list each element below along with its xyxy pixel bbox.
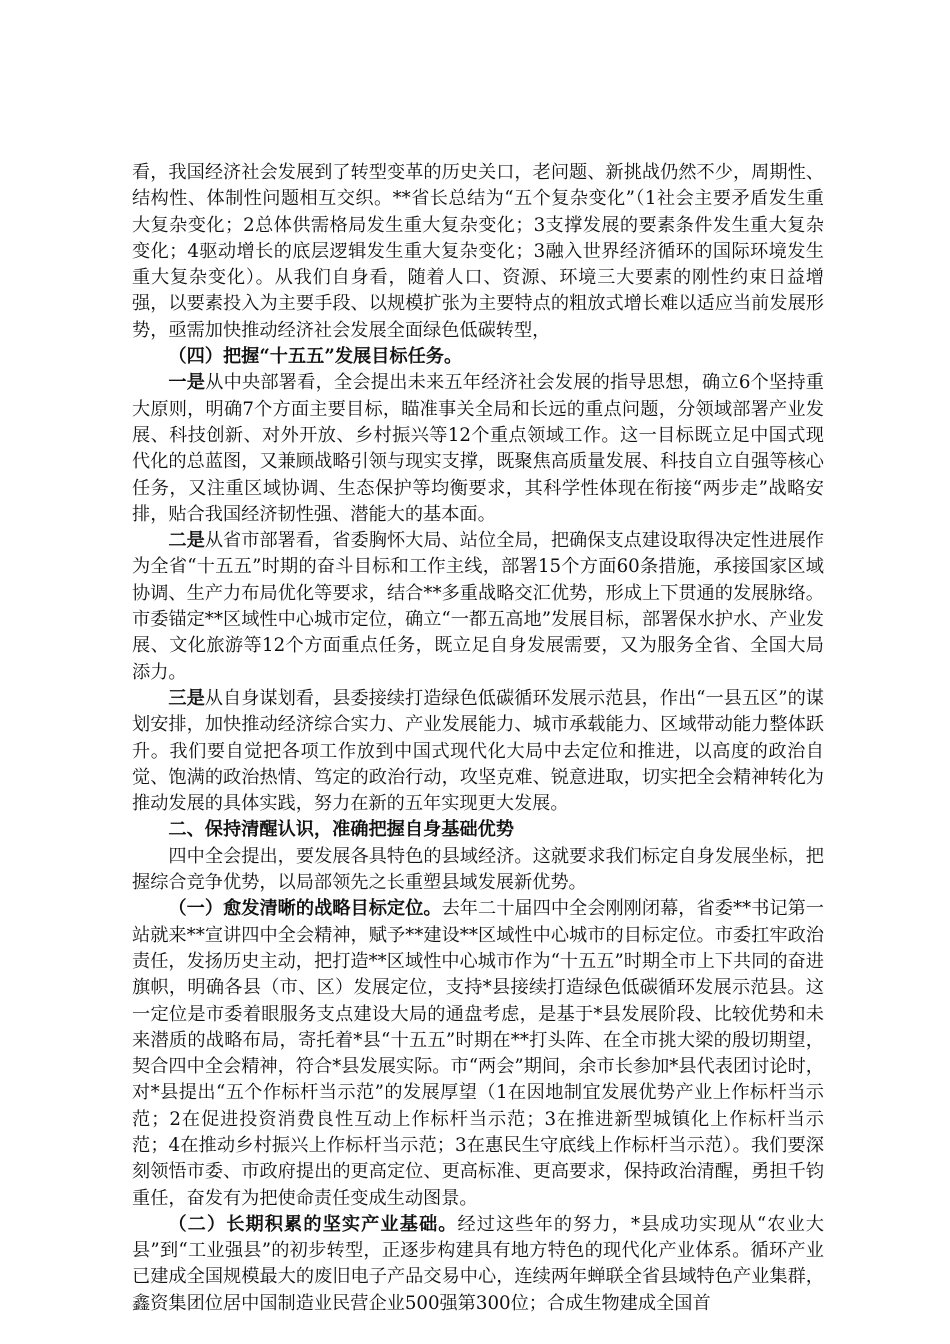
paragraph-text: 从自身谋划看，县委接续打造绿色低碳循环发展示范县，作出“一县五区”的谋划安排，加快推动经济综合实力、产业发展能力、城市承载能力、区域带动能力整体跃升。我们要自觉把各项工作放到中国式现代化大局中去定位和推进，以高度的政治自觉、饱满的政治热情、笃定的政治行动，攻坚克难、锐意进取，切实把全会精神转化为推动发展的具体实践，努力在新的五年实现更大发展。: [132, 687, 824, 815]
paragraph-text: 四中全会提出，要发展各具特色的县域经济。这就要求我们标定自身发展坐标，把握综合竞争优势，以局部领先之长重塑县域发展新优势。: [132, 845, 824, 894]
paragraph-strategic-positioning: [132, 896, 824, 1212]
paragraph-industrial-base: [132, 1212, 824, 1317]
paragraph-continuation: [132, 160, 824, 344]
paragraph-third: [132, 686, 824, 817]
paragraph-text: 从中央部署看，全会提出未来五年经济社会发展的指导思想，确立6个坚持重大原则，明确7个方面主要目标，瞄准事关全局和长远的重点问题，分领域部署产业发展、科技创新、对外开放、乡村振兴等12个重点领域工作。这一目标既立足中国式现代化的总蓝图，又兼顾战略引领与现实支撑，既聚焦高质量发展、科技自立自强等核心任务，又注重区域协调、生态保护等均衡要求，其科学性体现在衔接“两步走”战略安排，贴合我国经济韧性强、潜能大的基本面。: [132, 372, 824, 525]
paragraph-lead: 一是: [168, 372, 206, 394]
paragraph-text: 去年二十届四中全会刚刚闭幕，省委**书记第一站就来**宣讲四中全会精神，赋予**建设**区域性中心城市的目标定位。市委扛牢政治责任，发扬历史主动，把打造**区域性中心城市作为“十五五”时期全市上下共同的奋进旗帜，明确各县（市、区）发展定位，支持*县接续打造绿色低碳循环发展示范县。这一定位是市委着眼服务支点建设大局的通盘考虑，是基于*县发展阶段、比较优势和未来潜质的战略布局，寄托着*县“十五五”时期在**打头阵、在全市挑大梁的殷切期望，契合四中全会精神，符合*县发展实际。市“两会”期间，余市长参加*县代表团讨论时，对*县提出“五个作标杆当示范”的发展厚望（1在因地制宜发展优势产业上作标杆当示范；2在促进投资消费良性互动上作标杆当示范；3在推进新型城镇化上作标杆当示范；4在推动乡村振兴上作标杆当示范；3在惠民生守底线上作标杆当示范）。我们要深刻领悟市委、市政府提出的更高定位、更高标准、更高要求，保持政治清醒，勇担千钧重任，奋发有为把使命责任变成生动图景。: [132, 898, 824, 1209]
paragraph-text: 看，我国经济社会发展到了转型变革的历史关口，老问题、新挑战仍然不少，周期性、结构性、体制性问题相互交织。**省长总结为“五个复杂变化”（1社会主要矛盾发生重大复杂变化；2总体供需格局发生重大复杂变化；3支撑发展的要素条件发生重大复杂变化；4驱动增长的底层逻辑发生重大复杂变化；3融入世界经济循环的国际环境发生重大复杂变化）。从我们自身看，随着人口、资源、环境三大要素的刚性约束日益增强，以要素投入为主要手段、以规模扩张为主要特点的粗放式增长难以适应当前发展形势，亟需加快推动经济社会发展全面绿色低碳转型，: [132, 162, 824, 341]
paragraph-text: 经过这些年的努力，*县成功实现从“农业大县”到“工业强县”的初步转型，正逐步构建具有地方特色的现代化产业体系。循环产业已建成全国规模最大的废旧电子产品交易中心，连续两年蝉联全省县域特色产业集群，鑫资集团位居中国制造业民营企业500强第300位；合成生物建成全国首: [132, 1213, 824, 1314]
paragraph-second: [132, 528, 824, 686]
paragraph-text: 从省市部署看，省委胸怀大局、站位全局，把确保支点建设取得决定性进展作为全省“十五五”时期的奋斗目标和工作主线，部署15个方面60条措施，承接国家区域协调、生产力布局优化等要求，结合**多重战略交汇优势，形成上下贯通的发展脉络。市委锚定**区域性中心城市定位，确立“一都五高地”发展目标，部署保水护水、产业发展、文化旅游等12个方面重点任务，既立足自身发展需要，又为服务全省、全国大局添力。: [132, 530, 824, 683]
paragraph-intro: [132, 844, 824, 897]
heading-text: 二、保持清醒认识，准确把握自身基础优势: [168, 819, 514, 841]
paragraph-lead: 三是: [168, 687, 205, 709]
heading-text: （四）把握“十五五”发展目标任务。: [168, 346, 463, 368]
paragraph-lead: （一）愈发清晰的战略目标定位。: [168, 898, 442, 920]
section-heading-2: [132, 817, 824, 843]
paragraph-first: [132, 370, 824, 528]
document-page: [132, 160, 824, 1317]
paragraph-lead: 二是: [168, 530, 205, 552]
section-heading-4: [132, 344, 824, 370]
paragraph-lead: （二）长期积累的坚实产业基础。: [168, 1213, 458, 1235]
